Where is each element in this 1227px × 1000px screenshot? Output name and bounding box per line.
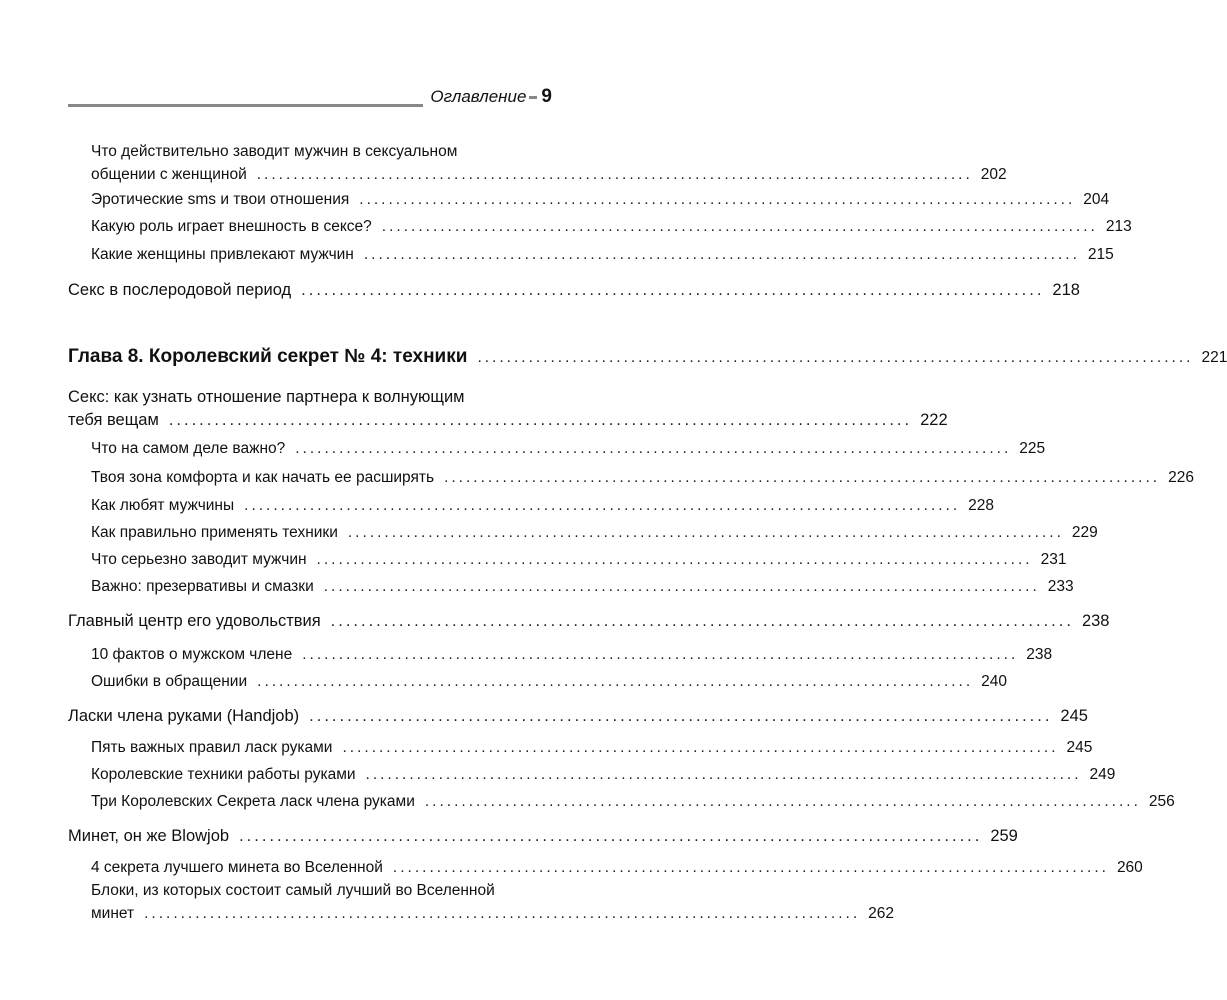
toc-entry[interactable] [91, 763, 1116, 786]
running-head [430, 86, 552, 108]
toc-entry[interactable] [68, 386, 948, 432]
toc-entry-title: Ошибки в обращении [91, 673, 248, 690]
toc-entry-page: 213 [1105, 218, 1132, 235]
leader-dots: .................................................................................................. [295, 440, 1012, 457]
toc-entry-title: Главный центр его удовольствия [68, 612, 321, 630]
toc-entry[interactable] [91, 466, 1194, 489]
chapter-title: Глава 8. Королевский секрет № 4: техники [68, 346, 468, 367]
leader-dots: .................................................................................................. [363, 246, 1080, 263]
toc-entry-page: 229 [1071, 524, 1098, 541]
toc-entry[interactable] [91, 670, 1008, 693]
toc-entry[interactable] [68, 610, 1110, 633]
toc-entry-title: Какую роль играет внешность в сексе? [91, 218, 372, 235]
toc-entry-title: Минет, он же Blowjob [68, 827, 230, 845]
toc-entry-title: Что серьезно заводит мужчин [91, 551, 307, 568]
leader-dots: .................................................................................................. [392, 859, 1109, 876]
toc-entry-title: Какие женщины привлекают мужчин [91, 246, 354, 263]
toc-entry-title: 10 фактов о мужском члене [91, 646, 293, 663]
toc-entry[interactable] [91, 243, 1114, 266]
toc-entry[interactable] [91, 575, 1074, 598]
toc-entry-page: 225 [1019, 440, 1046, 457]
toc-entry-title: Твоя зона комфорта и как начать ее расширять [91, 469, 435, 486]
toc-entry-page: 204 [1083, 191, 1110, 208]
toc-entry-page: 259 [990, 827, 1018, 845]
toc-entry-title: Как правильно применять техники [91, 524, 338, 541]
toc-entry-title: общении с женщиной [91, 166, 247, 183]
toc-entry-title: Эротические sms и твои отношения [91, 191, 350, 208]
toc-entry-page: 202 [980, 166, 1007, 183]
toc-entry-page: 245 [1060, 707, 1088, 725]
leader-dots: .................................................................................................. [244, 497, 961, 514]
toc-entry-title: минет [91, 905, 135, 922]
toc-entry-title: Ласки члена руками (Handjob) [68, 707, 300, 725]
toc-entry-page: 233 [1047, 578, 1074, 595]
leader-dots: .................................................................................................. [309, 707, 1053, 725]
toc-entry-page: 222 [920, 411, 948, 429]
chapter-heading[interactable] [68, 345, 1227, 369]
toc-entry-page: 249 [1089, 766, 1116, 783]
toc-entry-title-line: Секс: как узнать отношение партнера к волнующим [68, 388, 465, 406]
leader-dots: .................................................................................................. [323, 578, 1040, 595]
toc-entry-title: Важно: презервативы и смазки [91, 578, 314, 595]
leader-dots: .................................................................................................. [347, 524, 1064, 541]
leader-dots: .................................................................................................. [257, 673, 974, 690]
toc-entry-page: 231 [1040, 551, 1067, 568]
toc-entry-page: 215 [1087, 246, 1114, 263]
leader-dots: .................................................................................................. [424, 793, 1141, 810]
toc-entry[interactable] [91, 188, 1110, 211]
toc-entry-title: Секс в послеродовой период [68, 281, 292, 299]
toc-entry-page: 260 [1116, 859, 1143, 876]
running-head-title: Оглавление [430, 87, 527, 106]
leader-dots: .................................................................................................. [477, 349, 1194, 366]
leader-dots: .................................................................................................. [359, 191, 1076, 208]
chapter-page: 221 [1201, 349, 1227, 366]
toc-entry[interactable] [91, 437, 1046, 460]
toc-entry[interactable] [91, 215, 1132, 238]
toc-entry-title: Три Королевских Секрета ласк члена руками [91, 793, 415, 810]
leader-dots: .................................................................................................. [301, 281, 1045, 299]
toc-entry-title: тебя вещам [68, 411, 159, 429]
toc-entry[interactable] [68, 279, 1080, 302]
leader-dots: .................................................................................................. [365, 766, 1082, 783]
toc-entry[interactable] [91, 521, 1098, 544]
toc-entry-page: 218 [1052, 281, 1080, 299]
page-header [68, 86, 552, 116]
toc-entry-title: Королевские техники работы руками [91, 766, 356, 783]
toc-entry-page: 228 [968, 497, 995, 514]
toc-entry-page: 245 [1066, 739, 1093, 756]
toc-entry[interactable] [91, 548, 1067, 571]
toc-entry-title-line: Что действительно заводит мужчин в сексуальном [91, 143, 458, 160]
toc-entry-title: Как любят мужчины [91, 497, 235, 514]
toc-entry[interactable] [91, 856, 1143, 879]
toc-entry[interactable] [91, 494, 995, 517]
toc-entry-page: 238 [1026, 646, 1053, 663]
toc-entry[interactable] [91, 790, 1175, 813]
toc-entry[interactable] [91, 736, 1093, 759]
toc-entry-page: 262 [868, 905, 894, 922]
leader-dots: .................................................................................................. [239, 827, 983, 845]
toc-entry-page: 238 [1081, 612, 1110, 630]
leader-dots: .................................................................................................. [381, 218, 1098, 235]
toc-entry-page: 256 [1148, 793, 1175, 810]
header-rule [68, 104, 423, 107]
toc-entry-title-line: Блоки, из которых состоит самый лучший во Вселенной [91, 882, 495, 899]
toc-entry-page: 240 [981, 673, 1008, 690]
page-number: 9 [541, 86, 552, 107]
toc-entry-title: Пять важных правил ласк руками [91, 739, 333, 756]
leader-dots: .................................................................................................. [342, 739, 1059, 756]
toc-entry[interactable] [91, 140, 1007, 186]
toc-entry-title: Что на самом деле важно? [91, 440, 286, 457]
leader-dots: .................................................................................................. [316, 551, 1033, 568]
leader-dots: .................................................................................................. [144, 905, 861, 922]
leader-dots: .................................................................................................. [330, 612, 1074, 630]
toc-entry-title: 4 секрета лучшего минета во Вселенной [91, 859, 383, 876]
toc-entry-page: 226 [1168, 469, 1194, 486]
leader-dots: .................................................................................................. [302, 646, 1019, 663]
toc-entry[interactable] [68, 825, 1018, 848]
toc-entry[interactable] [68, 705, 1088, 728]
toc-entry[interactable] [91, 879, 894, 925]
leader-dots: .................................................................................................. [168, 411, 913, 429]
leader-dots: .................................................................................................. [256, 166, 973, 183]
toc-entry[interactable] [91, 643, 1053, 666]
leader-dots: .................................................................................................. [444, 469, 1161, 486]
header-dash [529, 96, 537, 99]
